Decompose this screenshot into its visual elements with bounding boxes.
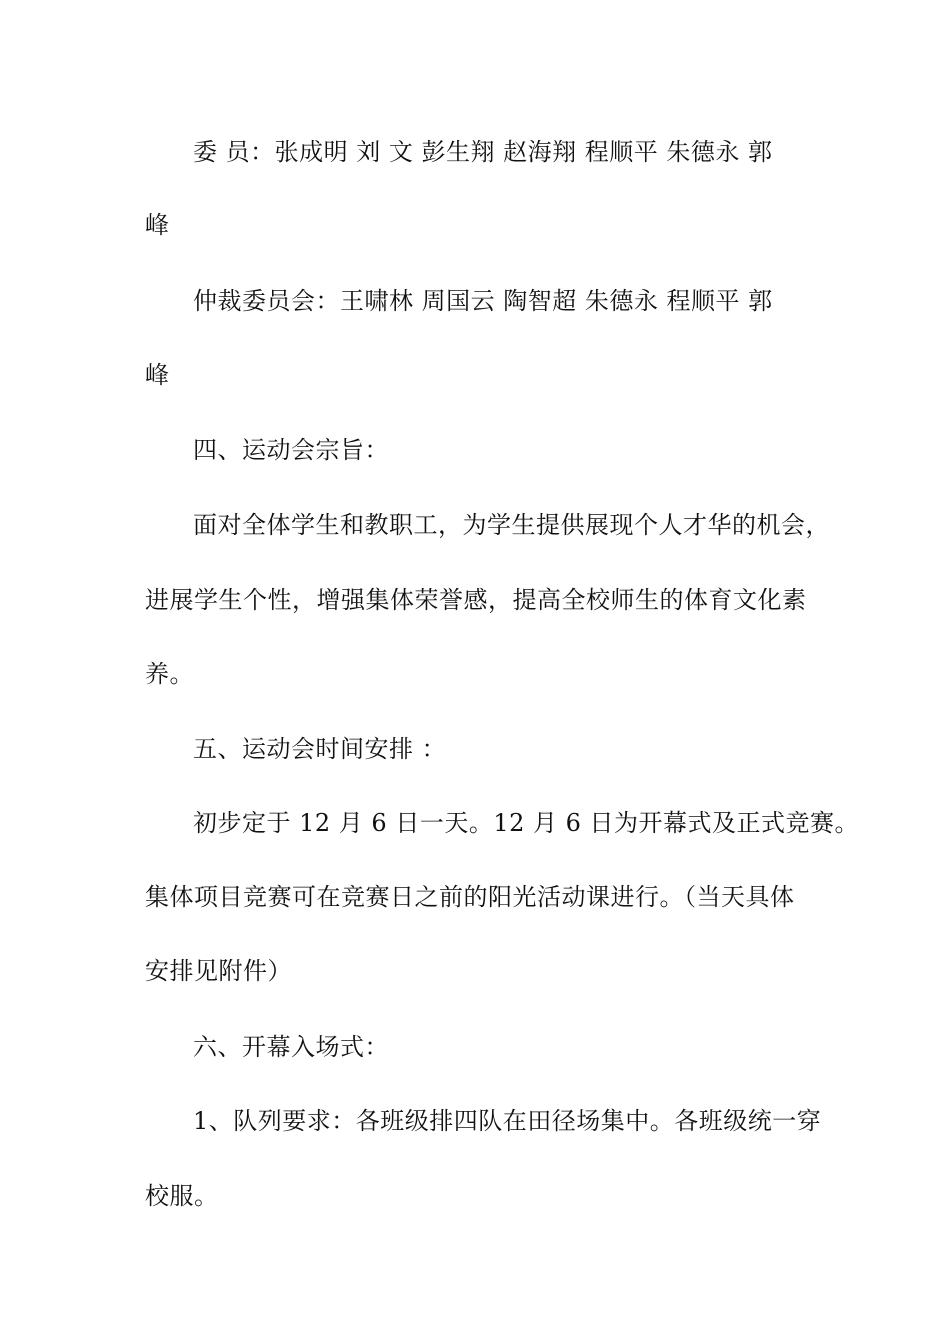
section-heading-opening-ceremony: 六、开幕入场式： <box>193 1033 389 1061</box>
schedule-paragraph-line-2: 集体项目竞赛可在竞赛日之前的阳光活动课进行。（当天具体 <box>145 883 795 911</box>
section-heading-schedule: 五、运动会时间安排 ： <box>193 735 447 763</box>
section-heading-purpose: 四、运动会宗旨： <box>193 436 389 464</box>
arbitration-committee-line: 仲裁委员会：王啸林 周国云 陶智超 朱德永 程顺平 郭 <box>193 287 773 315</box>
purpose-paragraph-line-3: 养。 <box>145 660 194 688</box>
purpose-paragraph-line-2: 进展学生个性，增强集体荣誉感，提高全校师生的体育文化素 <box>145 586 807 614</box>
opening-ceremony-item-1-line-1: 1、队列要求：各班级排四队在田径场集中。各班级统一穿 <box>193 1107 822 1135</box>
schedule-paragraph-line-3: 安排见附件） <box>145 957 292 985</box>
arbitration-committee-line-continued: 峰 <box>145 361 170 389</box>
committee-members-line: 委 员：张成明 刘 文 彭生翔 赵海翔 程顺平 朱德永 郭 <box>193 138 773 166</box>
committee-members-line-continued: 峰 <box>145 211 170 239</box>
schedule-paragraph-line-1: 初步定于 12 月 6 日一天。12 月 6 日为开幕式及正式竞赛。 <box>193 809 860 837</box>
purpose-paragraph-line-1: 面对全体学生和教职工，为学生提供展现个人才华的机会， <box>193 511 830 539</box>
opening-ceremony-item-1-line-2: 校服。 <box>145 1182 219 1210</box>
